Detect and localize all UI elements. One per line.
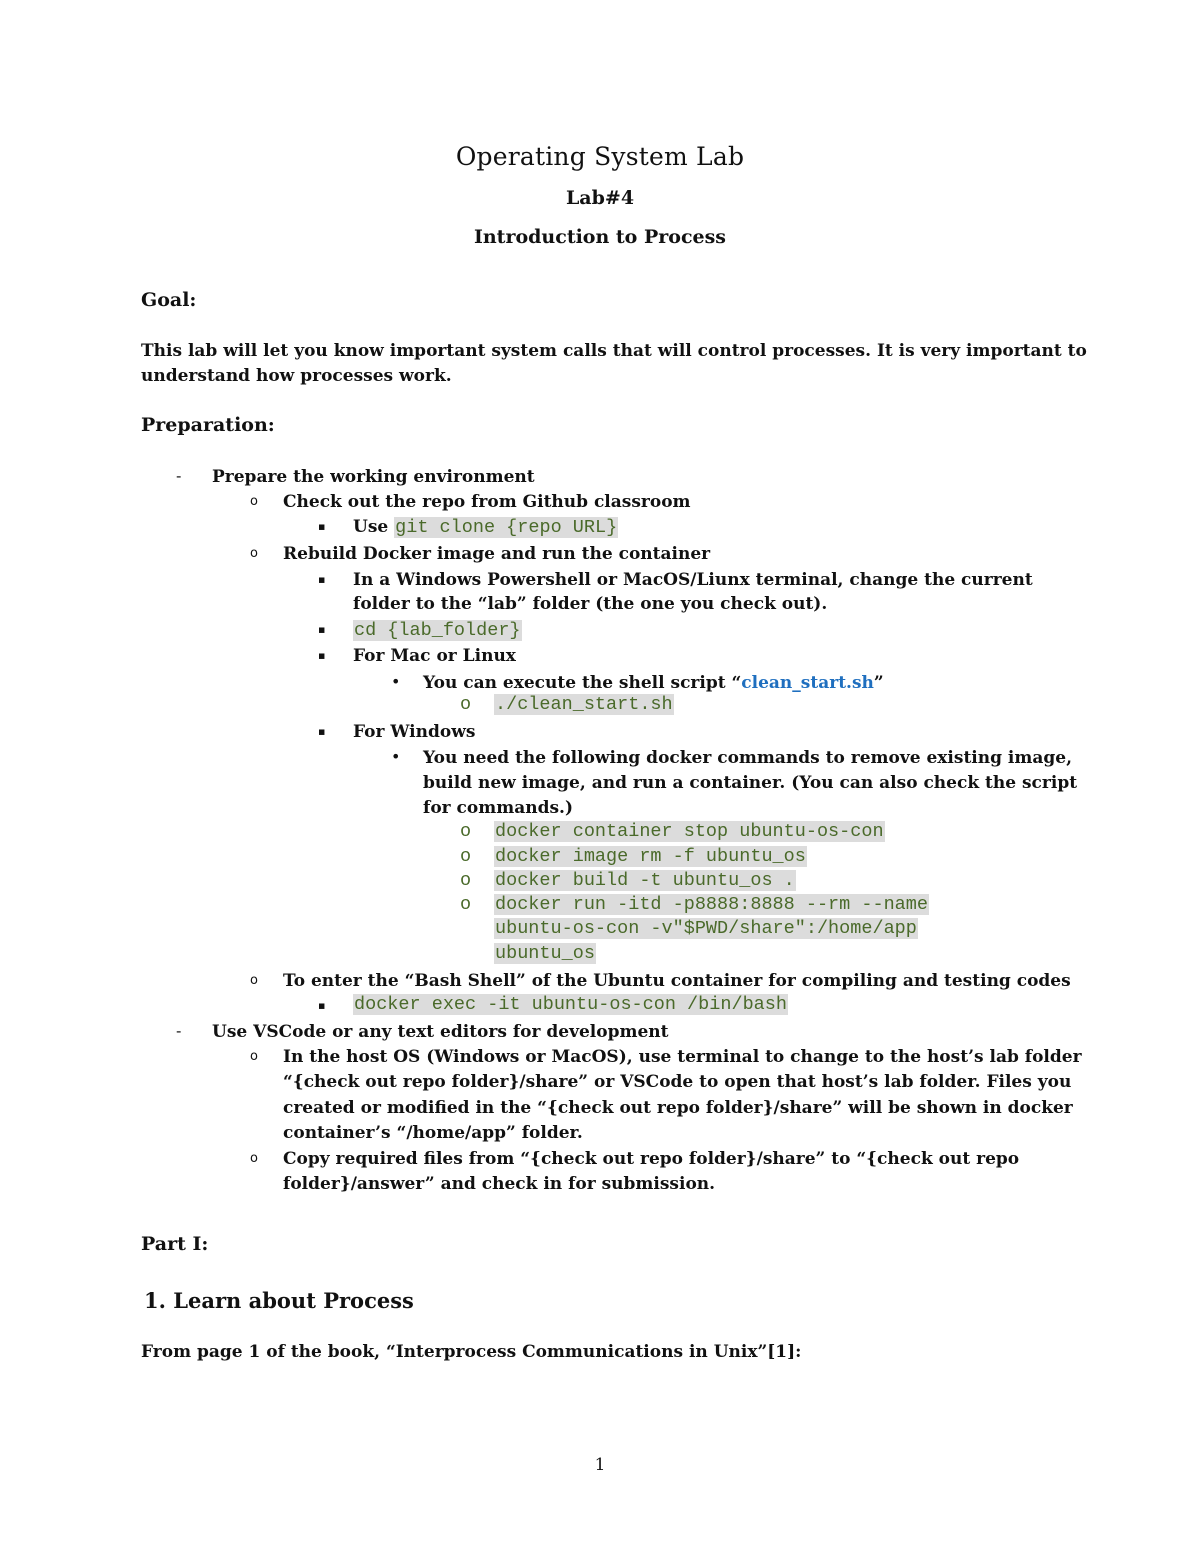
mac-linux-item: For Mac or Linux <box>353 646 516 666</box>
doc-subtitle: Introduction to Process <box>473 226 726 248</box>
docker-run-item-line1 <box>494 894 929 915</box>
dash-bullet: - <box>176 1022 182 1040</box>
windows-desc-line3: for commands.) <box>423 798 573 818</box>
docker-run-item-line2 <box>494 918 918 939</box>
code-circle-bullet: o <box>460 846 472 867</box>
docker-rm-command: docker image rm -f ubuntu_os <box>495 846 806 867</box>
docker-rm-item <box>494 846 807 867</box>
code-circle-bullet: o <box>460 821 472 842</box>
circle-bullet: o <box>250 1049 258 1064</box>
host-os-line4: container’s “/home/app” folder. <box>283 1123 583 1143</box>
docker-run-item-line3 <box>494 943 596 964</box>
dash-bullet: - <box>176 467 182 485</box>
execute-suffix: ” <box>873 673 884 693</box>
section-heading <box>144 1288 414 1313</box>
circle-bullet: o <box>250 494 258 509</box>
docker-build-command: docker build -t ubuntu_os . <box>495 870 795 891</box>
square-bullet: ▪ <box>318 623 326 636</box>
git-clone-command: git clone {repo URL} <box>395 517 618 538</box>
git-clone-item <box>353 515 618 540</box>
code-circle-bullet: o <box>460 894 472 915</box>
circle-bullet: o <box>250 973 258 988</box>
code-circle-bullet: o <box>460 694 472 715</box>
docker-exec-item <box>353 994 788 1015</box>
page-number: 1 <box>594 1455 606 1475</box>
powershell-line2: folder to the “lab” folder (the one you check out). <box>353 594 828 614</box>
docker-run-command-line2: ubuntu-os-con -v"$PWD/share":/home/app <box>495 918 917 939</box>
docker-exec-command: docker exec -it ubuntu-os-con /bin/bash <box>354 994 787 1015</box>
bash-enter-item: To enter the “Bash Shell” of the Ubuntu container for compiling and testing codes <box>283 971 1071 991</box>
goal-text-line1: This lab will let you know important system calls that will control processes. It is very important to <box>141 341 1087 361</box>
dot-bullet: • <box>391 672 401 691</box>
from-page-text: From page 1 of the book, “Interprocess Communications in Unix”[1]: <box>141 1342 802 1362</box>
square-bullet: ▪ <box>318 649 326 662</box>
section-number: 1. <box>144 1288 166 1313</box>
dot-bullet: • <box>391 747 401 766</box>
square-bullet: ▪ <box>318 725 326 738</box>
host-os-line1: In the host OS (Windows or MacOS), use terminal to change to the host’s lab folder <box>283 1047 1082 1067</box>
lab-number: Lab#4 <box>565 187 635 209</box>
docker-run-command-line3: ubuntu_os <box>495 943 595 964</box>
run-script-item <box>494 694 674 715</box>
run-script-command: ./clean_start.sh <box>495 694 673 715</box>
prep-env-item: Prepare the working environment <box>212 467 535 487</box>
docker-stop-item <box>494 821 885 842</box>
host-os-line3: created or modified in the “{check out repo folder}/share” will be shown in docker <box>283 1098 1073 1118</box>
execute-script-item <box>423 671 884 696</box>
circle-bullet: o <box>250 1151 258 1166</box>
windows-desc-line1: You need the following docker commands to remove existing image, <box>423 748 1073 768</box>
windows-item: For Windows <box>353 722 476 742</box>
doc-title: Operating System Lab <box>455 142 745 171</box>
script-link[interactable]: clean_start.sh <box>741 673 874 693</box>
goal-text-line2: understand how processes work. <box>141 366 452 386</box>
powershell-line1: In a Windows Powershell or MacOS/Liunx terminal, change the current <box>353 570 1033 590</box>
copy-files-line2: folder}/answer” and check in for submission. <box>283 1174 716 1194</box>
square-bullet: ▪ <box>318 999 326 1012</box>
section-title: Learn about Process <box>173 1288 414 1313</box>
execute-prefix: You can execute the shell script “ <box>423 673 742 693</box>
square-bullet: ▪ <box>318 520 326 533</box>
square-bullet: ▪ <box>318 573 326 586</box>
part1-heading: Part I: <box>141 1233 209 1255</box>
docker-build-item <box>494 870 796 891</box>
docker-stop-command: docker container stop ubuntu-os-con <box>495 821 884 842</box>
circle-bullet: o <box>250 546 258 561</box>
copy-files-line1: Copy required files from “{check out repo folder}/share” to “{check out repo <box>283 1149 1020 1169</box>
windows-desc-line2: build new image, and run a container. (You can also check the script <box>423 773 1078 793</box>
goal-heading: Goal: <box>141 289 197 311</box>
rebuild-item: Rebuild Docker image and run the container <box>283 544 711 564</box>
docker-run-command-line1: docker run -itd -p8888:8888 --rm --name <box>495 894 928 915</box>
use-prefix: Use <box>353 517 389 537</box>
host-os-line2: “{check out repo folder}/share” or VSCode to open that host’s lab folder. Files you <box>283 1072 1072 1092</box>
cd-item <box>353 618 522 643</box>
preparation-heading: Preparation: <box>141 414 275 436</box>
checkout-item: Check out the repo from Github classroom <box>283 492 691 512</box>
cd-command: cd {lab_folder} <box>354 620 521 641</box>
vscode-item: Use VSCode or any text editors for development <box>212 1022 669 1042</box>
code-circle-bullet: o <box>460 870 472 891</box>
